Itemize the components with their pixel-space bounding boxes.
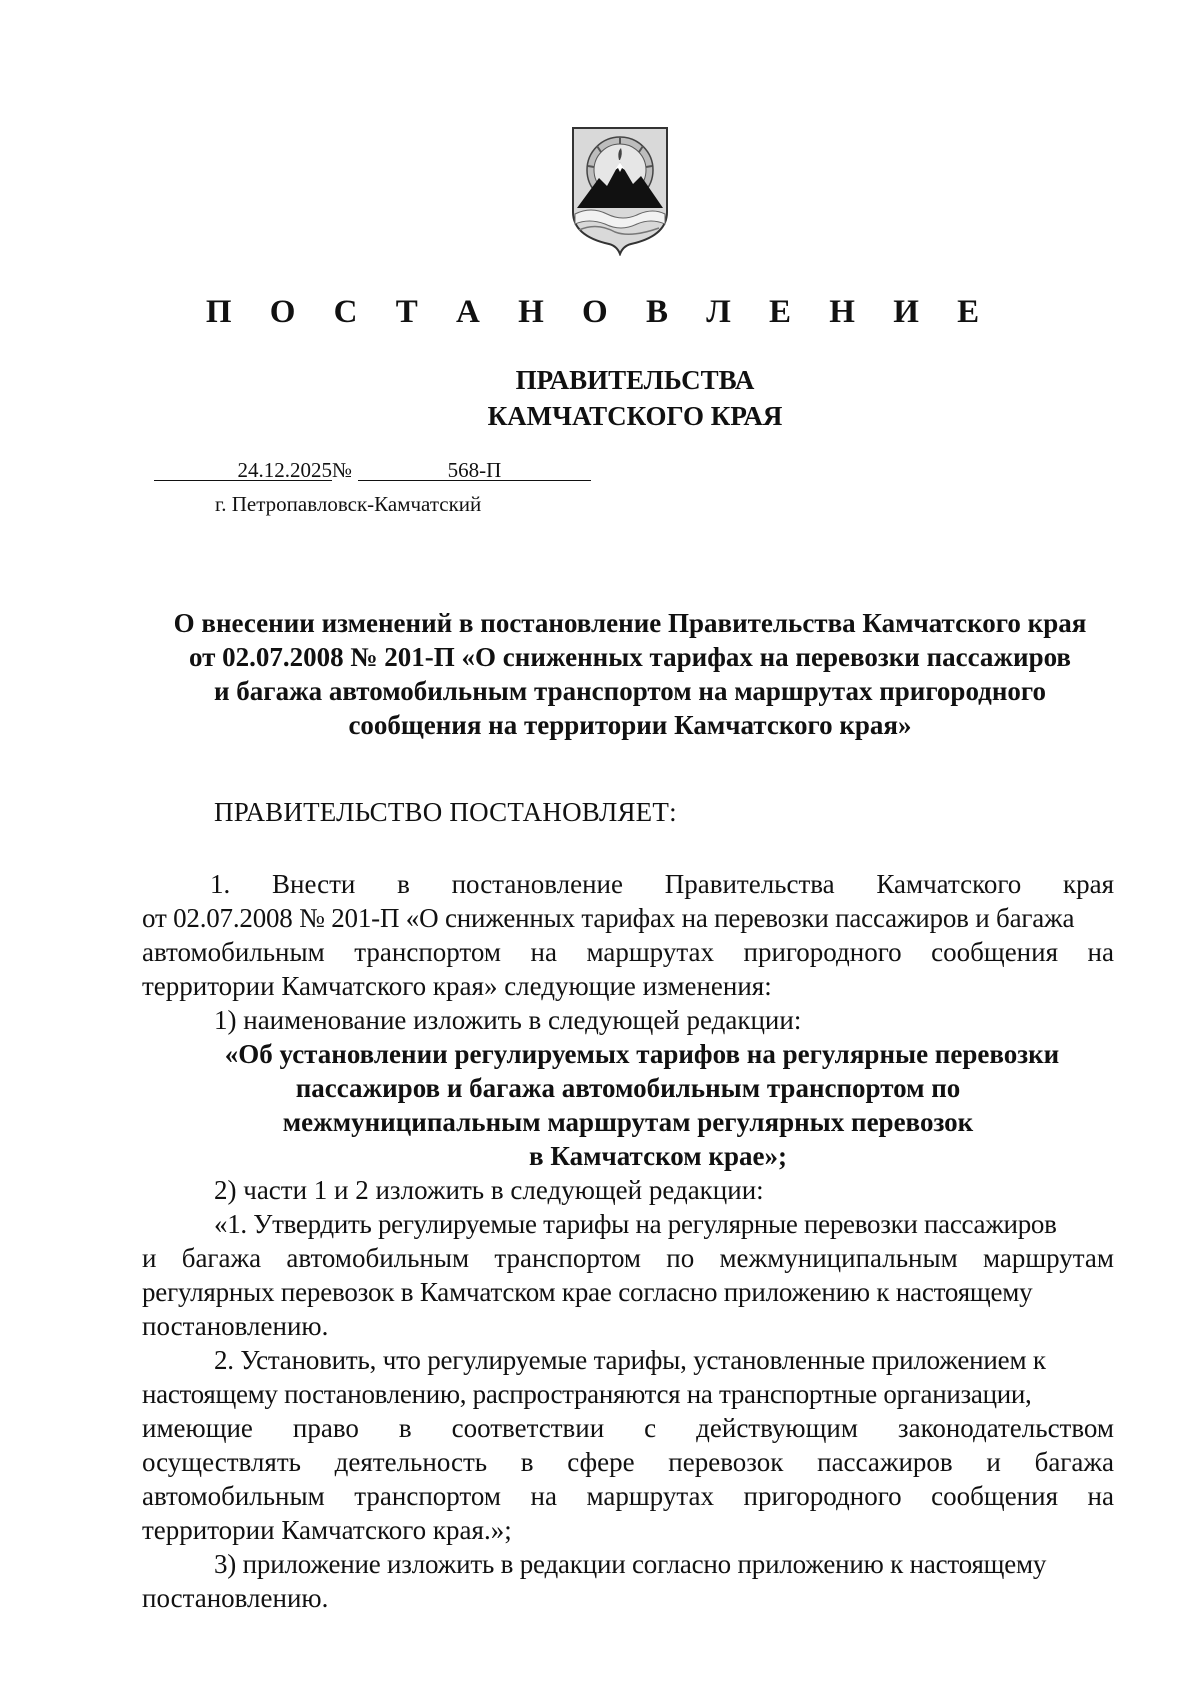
city-name: г. Петропавловск-Камчатский: [215, 492, 482, 516]
subject-line: О внесении изменений в постановление Правительства Камчатского края: [173, 608, 1087, 638]
quoted-title-line: межмуниципальным маршрутам регулярных перевозок: [282, 1107, 974, 1137]
paragraph-line: постановлению.: [142, 1311, 329, 1341]
authority-line-2: КАМЧАТСКОГО КРАЯ: [487, 401, 783, 431]
kamchatka-coat-of-arms-icon: [571, 126, 669, 256]
list-item: 1) наименование изложить в следующей редакции:: [214, 1005, 802, 1035]
date-number-line: [154, 456, 591, 484]
subject-line: и багажа автомобильным транспортом на маршрутах пригородного: [214, 676, 1046, 706]
paragraph-line: постановлению.: [142, 1583, 329, 1613]
decree-heading: ПРАВИТЕЛЬСТВО ПОСТАНОВЛЯЕТ:: [214, 797, 677, 827]
document-number: 568-П: [358, 456, 591, 481]
paragraph-line: 1. Внести в постановление Правительства Камчатского края: [210, 869, 1114, 899]
list-item: 3) приложение изложить в редакции согласно приложению к настоящему: [214, 1549, 1047, 1579]
paragraph-line: и багажа автомобильным транспортом по межмуниципальным маршрутам: [142, 1243, 1114, 1273]
paragraph-line: настоящему постановлению, распространяются на транспортные организации,: [142, 1379, 1032, 1409]
issuing-authority: [0, 362, 1200, 434]
paragraph-line: территории Камчатского края» следующие изменения:: [142, 971, 772, 1001]
authority-line-1: ПРАВИТЕЛЬСТВА: [515, 365, 755, 395]
paragraph-line: автомобильным транспортом на маршрутах пригородного сообщения на: [142, 937, 1114, 967]
number-sign: №: [332, 458, 353, 482]
document-title: П О С Т А Н О В Л Е Н И Е: [205, 294, 995, 330]
paragraph-line: регулярных перевозок в Камчатском крае согласно приложению к настоящему: [142, 1277, 1033, 1307]
document-body: [142, 867, 1114, 1615]
quoted-title-line: в Камчатском крае»;: [529, 1141, 787, 1171]
paragraph-line: автомобильным транспортом на маршрутах пригородного сообщения на: [142, 1481, 1114, 1511]
quoted-title-line: «Об установлении регулируемых тарифов на регулярные перевозки: [224, 1039, 1060, 1069]
paragraph-line: имеющие право в соответствии с действующим законодательством: [142, 1413, 1114, 1443]
document-date: 24.12.2025: [154, 456, 332, 481]
subject-line: от 02.07.2008 № 201-П «О сниженных тарифах на перевозки пассажиров: [189, 642, 1071, 672]
subject-line: сообщения на территории Камчатского края»: [348, 710, 912, 740]
paragraph-line: 2. Установить, что регулируемые тарифы, установленные приложением к: [214, 1345, 1046, 1375]
paragraph-line: «1. Утвердить регулируемые тарифы на регулярные перевозки пассажиров: [214, 1209, 1057, 1239]
paragraph-line: осуществлять деятельность в сфере перевозок пассажиров и багажа: [142, 1447, 1114, 1477]
paragraph-line: территории Камчатского края.»;: [142, 1515, 512, 1545]
list-item: 2) части 1 и 2 изложить в следующей редакции:: [214, 1175, 764, 1205]
paragraph-line: от 02.07.2008 № 201-П «О сниженных тарифах на перевозки пассажиров и багажа: [142, 903, 1075, 933]
quoted-title-line: пассажиров и багажа автомобильным транспортом по: [295, 1073, 961, 1103]
document-subject: [130, 606, 1130, 742]
